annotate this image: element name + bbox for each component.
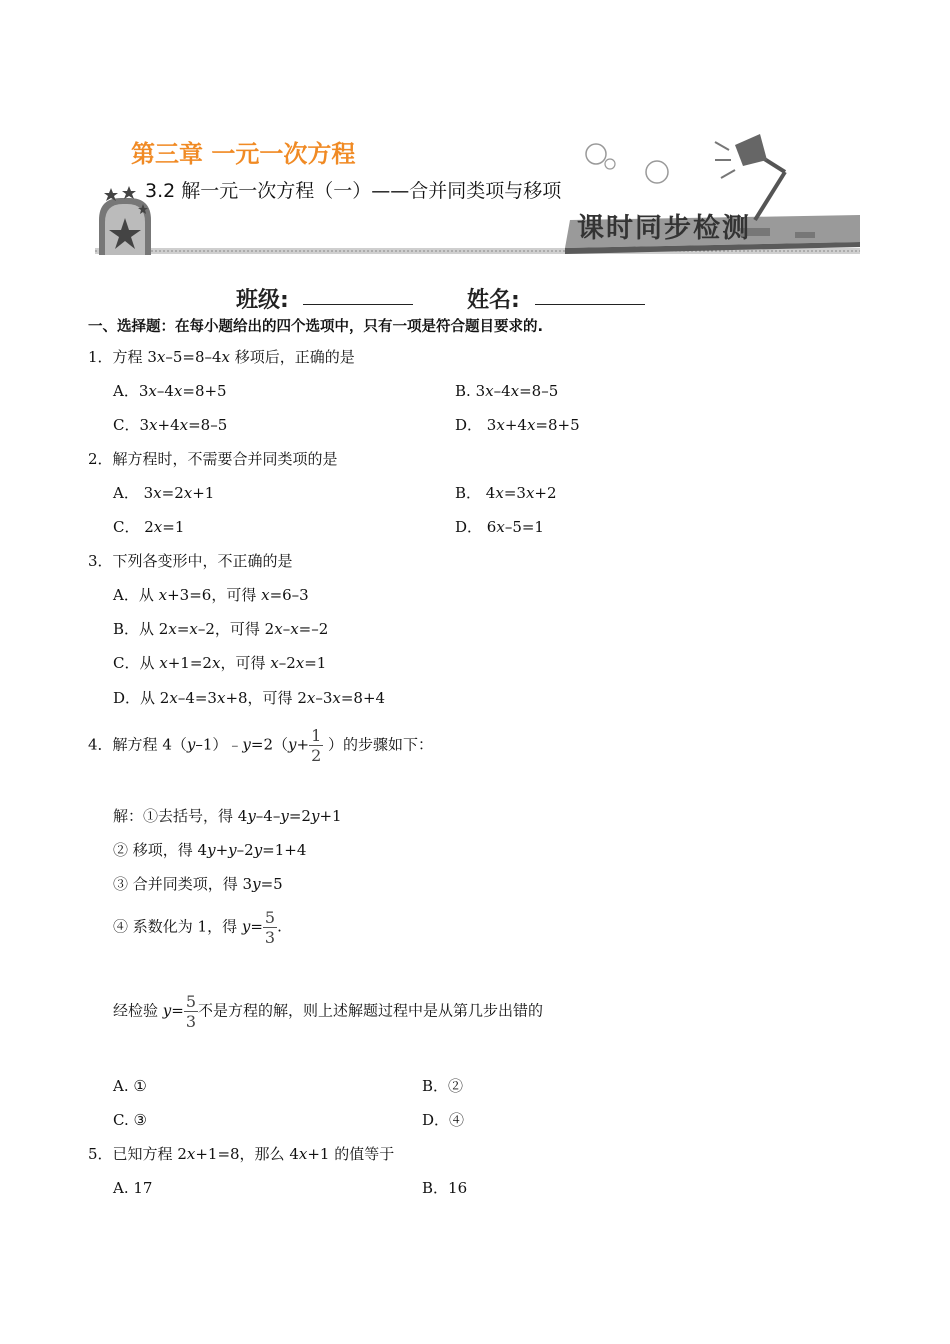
q4-option-c[interactable]: C. ③ (113, 1111, 147, 1129)
q4-step-2: ② 移项，得 4y+y–2y=1+4 (113, 841, 307, 859)
q2-option-d[interactable]: D． 6x–5=1 (455, 518, 544, 536)
q4-step-4: ④ 系数化为 1，得 y= $\frac{5}{3}$ . (113, 908, 282, 947)
question-1: 1．方程 3x–5=8–4x 移项后，正确的是 (88, 348, 355, 366)
question-3: 3．下列各变形中，不正确的是 (88, 552, 293, 570)
question-5: 5．已知方程 2x+1=8，那么 4x+1 的值等于 (88, 1145, 395, 1163)
q3-option-b[interactable]: B．从 2x=x–2，可得 2x–x=–2 (113, 620, 329, 638)
header-banner (95, 120, 860, 265)
lesson-subtitle: 3.2 解一元一次方程（一）——合并同类项与移项 (145, 180, 562, 202)
fraction-one-half: $\frac{1}{2}$ (311, 726, 322, 765)
q1-option-c[interactable]: C．3x+4x=8–5 (113, 416, 228, 434)
question-2: 2．解方程时，不需要合并同类项的是 (88, 450, 338, 468)
question-number: 3． (88, 552, 113, 570)
class-label: 班级: (236, 288, 289, 313)
q2-option-c[interactable]: C． 2x=1 (113, 518, 185, 536)
name-blank[interactable] (535, 304, 645, 305)
q4-option-b[interactable]: B．② (422, 1077, 464, 1095)
q5-option-b[interactable]: B．16 (422, 1179, 468, 1197)
q4-step-3: ③ 合并同类项，得 3y=5 (113, 875, 283, 893)
question-number: 4． (88, 735, 113, 754)
q5-option-a[interactable]: A. 17 (113, 1179, 153, 1197)
q4-check-statement: 经检验 y= $\frac{5}{3}$ 不是方程的解，则上述解题过程中是从第几步出错的 (113, 992, 544, 1031)
q2-option-b[interactable]: B． 4x=3x+2 (455, 484, 557, 502)
class-blank[interactable] (303, 304, 413, 305)
stamp-label: 课时同步检测 (577, 213, 751, 244)
q3-option-a[interactable]: A．从 x+3=6，可得 x=6–3 (113, 586, 309, 604)
question-number: 1． (88, 348, 113, 366)
question-number: 2． (88, 450, 113, 468)
chapter-title: 第三章 一元一次方程 (131, 140, 356, 168)
q4-option-a[interactable]: A. ① (113, 1077, 147, 1095)
question-4: 4．解方程 4（y–1）﹣y=2（y+ $\frac{1}{2}$ ）的步骤如下： (88, 726, 434, 765)
fraction-five-thirds: $\frac{5}{3}$ (264, 908, 276, 947)
q1-option-b[interactable]: B. 3x–4x=8–5 (455, 382, 559, 400)
fraction-five-thirds: $\frac{5}{3}$ (185, 992, 197, 1031)
q3-option-d[interactable]: D．从 2x–4=3x+8，可得 2x–3x=8+4 (113, 689, 386, 707)
name-label: 姓名: (467, 288, 520, 313)
q2-option-a[interactable]: A． 3x=2x+1 (113, 484, 215, 502)
q4-step-1: 解：①去括号，得 4y–4–y=2y+1 (113, 807, 342, 825)
q3-option-c[interactable]: C．从 x+1=2x，可得 x–2x=1 (113, 654, 327, 672)
q1-option-d[interactable]: D． 3x+4x=8+5 (455, 416, 580, 434)
section-title: 一、选择题：在每小题给出的四个选项中，只有一项是符合题目要求的. (88, 319, 544, 335)
question-number: 5． (88, 1145, 113, 1163)
q1-option-a[interactable]: A．3x–4x=8+5 (113, 382, 227, 400)
q4-option-d[interactable]: D．④ (422, 1111, 465, 1129)
